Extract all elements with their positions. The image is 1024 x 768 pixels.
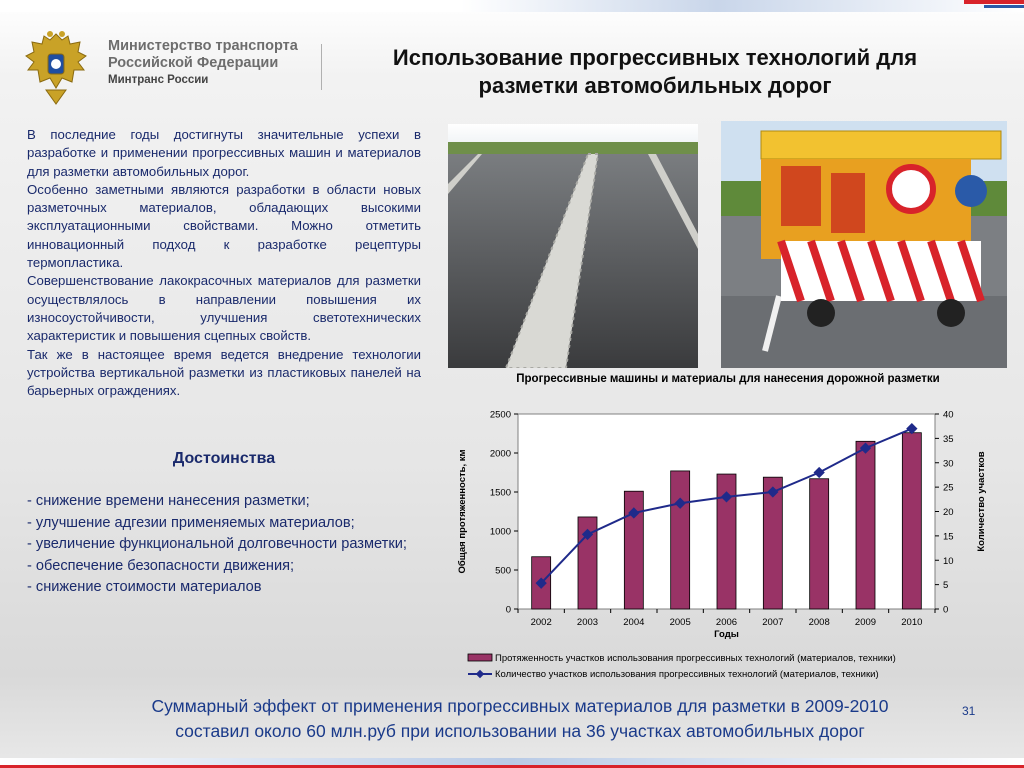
- body-paragraph: Совершенствование лакокрасочных материалов для разметки осуществлялось в направлении повышения их износоустойчивости, улучшения светотехнических характеристик и повышения сцепных свойств.: [27, 273, 421, 344]
- x-tick-label: 2003: [576, 617, 599, 628]
- y-axis-label: Общая протяженность, км: [457, 449, 468, 574]
- body-text: [27, 126, 421, 400]
- y-tick-label: 0: [505, 604, 511, 616]
- legend-label-line: Количество участков использования прогрессивных технологий (материалов, техники): [495, 669, 879, 680]
- marking-machine-photo: [721, 121, 1007, 368]
- x-axis-label: Годы: [714, 629, 739, 640]
- title-line1: Использование прогрессивных технологий для: [392, 45, 918, 70]
- y-tick-label: 500: [495, 565, 511, 577]
- legend-label-bar: Протяженность участков использования прогрессивных технологий (материалов, техники): [495, 653, 896, 664]
- summary-text: [60, 694, 980, 744]
- list-item: - улучшение адгезии применяемых материалов;: [27, 514, 355, 531]
- bar: [671, 471, 690, 609]
- list-item: - увеличение функциональной долговечности разметки;: [27, 536, 407, 552]
- road-marking-image: [448, 124, 698, 368]
- y2-tick-label: 20: [943, 507, 954, 518]
- x-tick-label: 2008: [808, 617, 830, 628]
- road-marking-photo: [448, 124, 698, 368]
- legend-swatch-marker: [476, 670, 484, 678]
- top-blue-stripe: [984, 5, 1024, 8]
- list-item: - обеспечение безопасности движения;: [27, 557, 295, 574]
- y2-tick-label: 40: [943, 409, 954, 421]
- body-paragraph: Особенно заметными являются разработки в области новых разметочных материалов, обладающих высокими эксплуатационными свойствами. Можно отметить инновационный подход к разработке рецептуры термопластика.: [27, 181, 421, 271]
- advantages-title: Достоинства: [172, 450, 276, 467]
- y-tick-label: 1500: [489, 487, 511, 499]
- y2-tick-label: 10: [943, 555, 954, 567]
- y2-tick-label: 5: [943, 580, 949, 592]
- chart-svg: [448, 370, 1008, 685]
- y-tick-label: 2500: [489, 409, 511, 421]
- chart-title: Прогрессивные машины и материалы для нанесения дорожной разметки: [516, 373, 940, 385]
- title-line2: разметки автомобильных дорог: [478, 73, 832, 98]
- ministry-line2: Российской Федерации: [108, 55, 279, 71]
- advantages-list: [27, 491, 421, 599]
- x-tick-label: 2006: [715, 617, 738, 628]
- ministry-line1: Министерство транспорта: [108, 38, 298, 54]
- ministry-name: [108, 38, 298, 89]
- x-tick-label: 2004: [623, 617, 645, 628]
- top-red-stripe: [964, 0, 1024, 4]
- y2-axis-label: Количество участков: [976, 451, 987, 552]
- list-item: - снижение времени нанесения разметки;: [27, 493, 310, 509]
- y-tick-label: 1000: [489, 526, 511, 538]
- x-tick-label: 2007: [762, 617, 784, 628]
- ministry-logo: [20, 28, 310, 108]
- bottom-decor-bar: [0, 758, 1024, 768]
- y2-tick-label: 15: [943, 531, 954, 543]
- y2-tick-label: 25: [943, 482, 954, 494]
- body-paragraph: Так же в настоящее время ведется внедрение технологии устройства вертикальной разметки из пластиковых панелей на барьерных ограждениях.: [27, 346, 421, 399]
- x-tick-label: 2009: [854, 617, 877, 628]
- summary-line1: Суммарный эффект от применения прогрессивных материалов для разметки в 2009-2010: [151, 696, 889, 716]
- y2-tick-label: 0: [943, 604, 949, 616]
- list-item: - снижение стоимости материалов: [27, 579, 262, 595]
- summary-line2: составил около 60 млн.руб при использовании на 36 участках автомобильных дорог: [175, 721, 865, 741]
- body-paragraph: В последние годы достигнуты значительные успехи в разработке и применении прогрессивных машин и материалов для разметки автомобильных дорог.: [27, 127, 421, 179]
- x-tick-label: 2002: [530, 617, 552, 628]
- y2-tick-label: 30: [943, 458, 954, 470]
- y-tick-label: 2000: [489, 448, 511, 460]
- x-tick-label: 2010: [901, 617, 923, 628]
- top-decor-bar: [0, 0, 1024, 12]
- coat-of-arms-icon: [20, 28, 92, 108]
- slide-number: 31: [962, 704, 976, 718]
- bar: [810, 479, 829, 609]
- ministry-line3: Минтранс России: [108, 74, 209, 86]
- marking-machine-image: [721, 121, 1007, 368]
- x-tick-label: 2005: [669, 617, 691, 628]
- chart: [448, 370, 1008, 685]
- header-divider: [321, 44, 322, 90]
- bar: [856, 441, 875, 609]
- legend-swatch-bar: [468, 654, 492, 661]
- y2-tick-label: 35: [943, 433, 954, 445]
- bar: [902, 433, 921, 609]
- page-title: [330, 44, 980, 100]
